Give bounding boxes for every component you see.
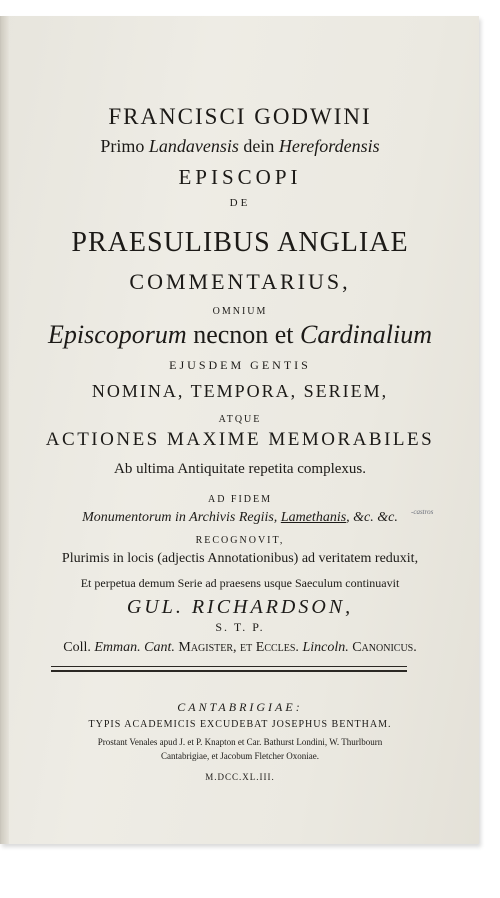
lamethanis-word: Lamethanis [280,510,347,525]
actiones-line: ACTIONES MAXIME MEMORABILES [45,429,435,450]
episcopi-line: EPISCOPI [178,165,302,189]
double-rule-bottom [51,670,407,672]
episcoporum-line [1,320,479,350]
imprint-date: M.DCC.XL.III. [205,772,275,782]
monumentorum-line [1,510,479,526]
college-line [1,640,479,656]
nomina-line: NOMINA, TEMPORA, SERIEM, [91,381,389,401]
cardinalium-word: Cardinalium [300,320,432,349]
imprint-place: CANTABRIGIAE: [177,700,303,714]
ad-fidem-line: AD FIDEM [207,494,273,505]
recognovit-line: RECOGNOVIT, [195,535,285,546]
editor-name: GUL. RICHARDSON, [126,596,354,618]
magister-text: Magister, et Eccles. [174,640,303,655]
ejusdem-gentis-line: EJUSDEM GENTIS [169,358,311,372]
see-landavensis: Landavensis [148,136,239,156]
imprint-printer: TYPIS ACADEMICIS EXCUDEBAT JOSEPHUS BENTHAM. [88,719,392,730]
title-page [0,16,479,844]
etc-text: , &c. &c. [346,510,398,525]
monumentorum-text: Monumentorum in Archivis Regiis, [82,510,281,525]
coll-text: Coll. [63,640,95,655]
et-perpetua-line: Et perpetua demum Serie ad praesens usque Saeculum continuavit [80,576,400,590]
ab-ultima-line: Ab ultima Antiquitate repetita complexus. [113,461,367,477]
main-title: PRAESULIBUS ANGLIAE [71,227,409,258]
role-dein: dein [243,136,275,156]
imprint-sellers-1: Prostant Venales apud J. et P. Knapton et Car. Bathurst Londini, W. Thurlbourn [97,737,383,747]
author-sees [1,136,479,157]
omnium-line: OMNIUM [212,306,268,317]
plurimis-line: Plurimis in locis (adjectis Annotationibus) ad veritatem reduxit, [61,551,419,566]
de-line: DE [229,197,251,209]
necnon-et-word: necnon et [193,320,294,349]
emman-word: Emman. Cant. [94,640,175,655]
episcoporum-word: Episcoporum [48,320,187,349]
double-rule-top [51,666,407,667]
handwritten-margin-note: -castros [411,508,434,516]
lincoln-word: Lincoln. [302,640,349,655]
see-herefordensis: Herefordensis [278,136,380,156]
imprint-sellers-2: Cantabrigiae, et Jacobum Fletcher Oxoniae. [161,751,319,761]
role-primo: Primo [100,136,145,156]
author-name: FRANCISCI GODWINI [108,104,372,129]
atque-line: ATQUE [218,414,262,425]
canonicus-text: Canonicus. [348,640,417,655]
commentarius-line: COMMENTARIUS, [129,269,351,294]
stp-line: S. T. P. [215,620,265,634]
